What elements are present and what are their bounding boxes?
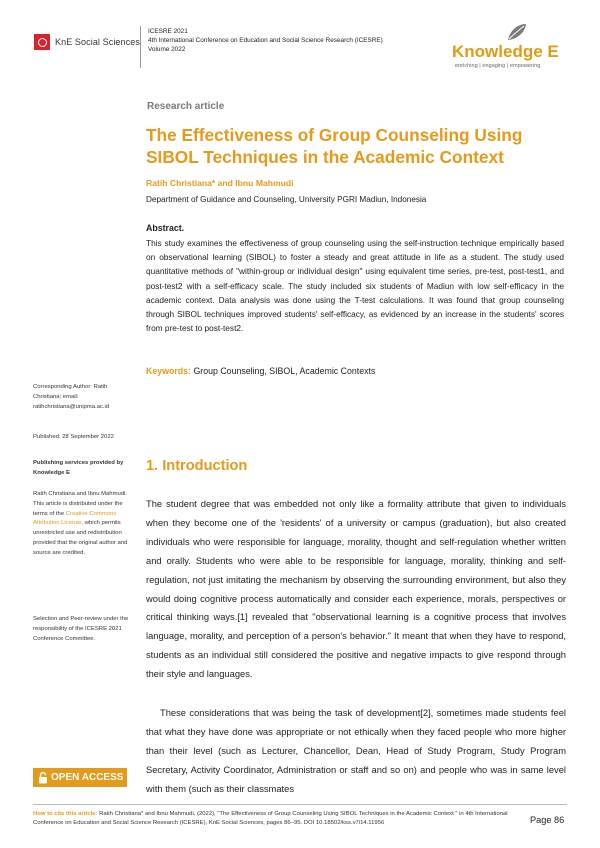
keywords xyxy=(146,366,375,376)
footer-divider xyxy=(33,804,567,805)
license-text-pre: Ratih Christiana and Ibnu Mahmudi. This article is distributed under the terms of the xyxy=(33,491,127,517)
open-access-badge xyxy=(33,768,127,787)
publisher-name: KnE Social Sciences xyxy=(55,37,140,47)
license-notice xyxy=(33,490,133,559)
abstract-heading: Abstract. xyxy=(146,223,185,233)
lock-icon xyxy=(38,772,48,784)
publisher-logo-icon xyxy=(34,34,50,50)
article-affiliation: Department of Guidance and Counseling, University PGRI Madiun, Indonesia xyxy=(146,195,427,204)
conference-info xyxy=(148,27,383,54)
citation-text: Ratih Christiana* and Ibnu Mahmudi, (2022), "The Effectiveness of Group Counseling Using SIBOL Techniques in the Academic Context " in 4th International Conference on Education and Social Science Research (ICESRE), KnE Social Sciences, pages 86–95. DOI 10.18502/kss.v7i14.11956 xyxy=(33,811,508,827)
license-text-post: which permits unrestricted use and redistribution provided that the original author and source are credited. xyxy=(33,520,128,556)
keywords-text: Group Counseling, SIBOL, Academic Contexts xyxy=(193,366,376,376)
article-type: Research article xyxy=(147,101,225,112)
knowledge-e-logo xyxy=(452,20,572,76)
abstract-text: This study examines the effectiveness of group counseling using the self-instruction technique empirically based on observational learning (SIBOL) to foster a steady and great attitude in life as a student. The study used quantitative methods of "within-group or individual design" using equivalent time series, pre-test, post-test1, and post-test2 with a self-efficacy scale. The study included six students of Madiun with low self-efficacy in the academic context. Data analysis was done using the T-test calculations. It was found that group counseling through SIBOL techniques improved students' self-efficacy, as evidenced by an increase in the students' scores from pre-test to post-test2. xyxy=(146,238,564,334)
brand-name: Knowledge E xyxy=(452,42,559,61)
page-number: Page 86 xyxy=(530,815,565,825)
license-link[interactable]: Creative Commons Attribution License, xyxy=(33,510,117,527)
brand-tagline: enriching | engaging | empowering xyxy=(455,63,541,69)
article-authors: Ratih Christiana* and Ibnu Mahmudi xyxy=(146,178,294,188)
open-access-label: OPEN ACCESS xyxy=(51,772,124,783)
body-paragraph: These considerations that was being the task of development[2], sometimes made students feel that what they have done was appropriate or not ethically when they faced people who more higher than their level (such as Lecturer, Chancellor, Dean, Head of Study Program, Study Program Secretary, Activity Coordinator, Administration or staff and so on) and people who was in same level with them (such as their classmates xyxy=(146,708,566,794)
publishing-services: Publishing services provided by Knowledge E xyxy=(33,460,124,476)
published-date: Published: 28 September 2022 xyxy=(33,434,114,440)
peer-review-notice: Selection and Peer-review under the responsibility of the ICESRE 2021 Conference Committee. xyxy=(33,616,129,642)
leaf-icon xyxy=(506,22,528,42)
publisher-logo xyxy=(34,34,140,50)
conference-line: 4th International Conference on Education and Social Science Research (ICESRE) xyxy=(148,37,383,44)
header-divider xyxy=(140,26,141,68)
corresponding-author: Corresponding Author: Ratih Christiana; email: ratihchristiana@unipma.ac.id xyxy=(33,384,110,410)
body-paragraph: The student degree that was embedded not only like a formality attribute that given to individuals when they become one of the 'residents' of a university or campus (graduation), but also created individuals who were responsible for language, morality, thought and self-regulation whether written and orally. Students who were able to be responsible for language, morality, thinking and self-regulation, not just imitating the mechanism by observing the surrounding environment, but also they would doing cognitive process automatically and consider each experience, morals, perspectives or critical thinking ways.[1] revealed that "observational learning is a cognitive process that involves language, morality, and perception of a person's behavior." It meant that when they have to respond, students as an individual still considered the positive and negative impacts to give respond through their style and languages. xyxy=(146,499,566,680)
citation-label: How to cite this article: xyxy=(33,811,98,817)
section-heading: 1. Introduction xyxy=(146,458,248,474)
conference-line: Volume 2022 xyxy=(148,46,186,53)
keywords-label: Keywords: xyxy=(146,366,191,376)
conference-line: ICESRE 2021 xyxy=(148,28,188,35)
article-title: The Effectiveness of Group Counseling Using SIBOL Techniques in the Academic Context xyxy=(146,125,523,167)
citation xyxy=(33,810,533,829)
